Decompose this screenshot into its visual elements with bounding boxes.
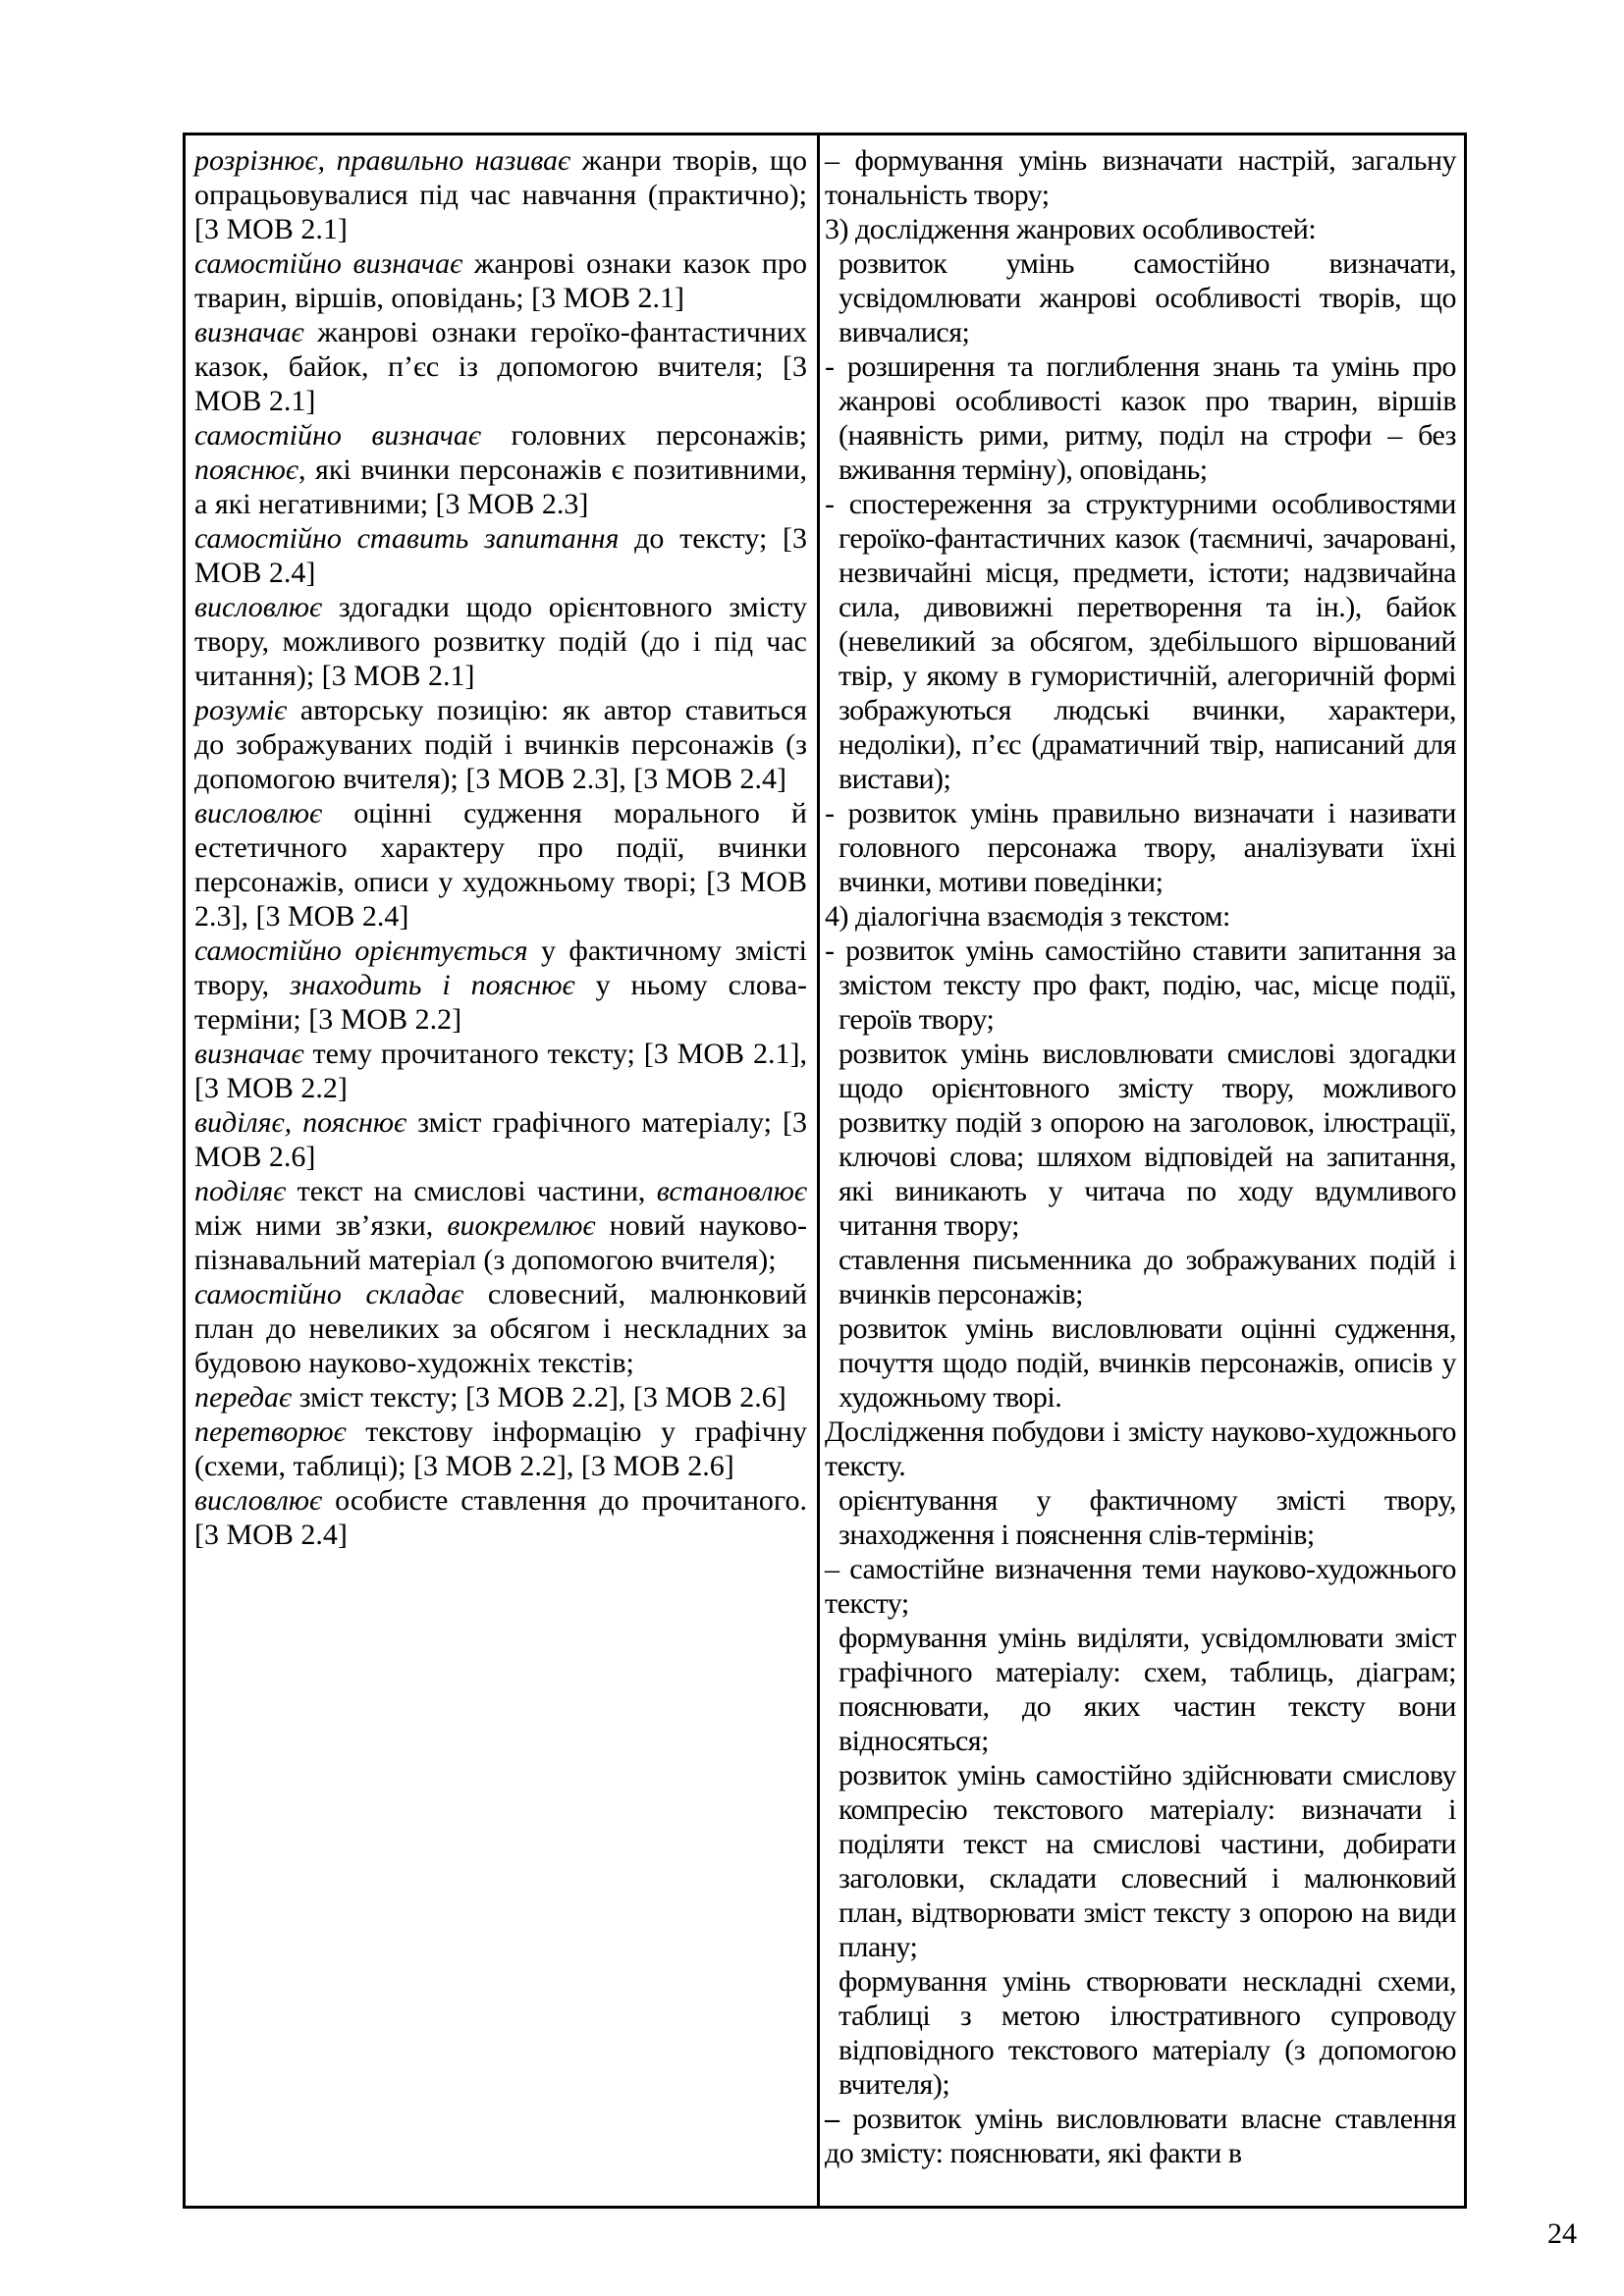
text-run: текстову інформацію у графічну (схеми, таблиці); [3 МОВ 2.2], [3 МОВ 2.6] — [194, 1415, 807, 1482]
italic-run: встановлює — [656, 1175, 807, 1207]
italic-run: визначає — [194, 316, 304, 348]
text-run: словесний, малюнковий план до невеликих за обсягом і нескладних за будовою науково-художніх текстів; — [194, 1278, 807, 1379]
italic-run: висловлює — [194, 797, 323, 829]
paragraph — [194, 143, 807, 246]
text-run: зміст графічного матеріалу; [3 МОВ 2.6] — [194, 1106, 808, 1173]
paragraph — [825, 143, 1456, 212]
paragraph — [194, 590, 807, 693]
italic-run: самостійно визначає — [194, 419, 481, 452]
text-run: у ньому слова-терміни; [3 МОВ 2.2] — [194, 969, 808, 1036]
text-run: орієнтування у фактичному змісті твору, знаходження і пояснення слів-термінів; — [839, 1484, 1456, 1551]
text-run: особисте ставлення до прочитаного. [3 МОВ 2.4] — [194, 1484, 807, 1551]
italic-run: виділяє, пояснює — [194, 1106, 407, 1139]
table-column-right — [820, 135, 1464, 2206]
text-run: здогадки щодо орієнтовного змісту твору, можливого розвитку подій (до і під час читання); [3 МОВ 2.1] — [194, 591, 807, 692]
text-run: розвиток умінь самостійно визначати, усвідомлювати жанрові особливості творів, що вивчалися; — [839, 247, 1456, 348]
text-run: ставлення письменника до зображуваних подій і вчинків персонажів; — [839, 1244, 1456, 1310]
paragraph — [825, 1483, 1456, 1552]
text-run: - спостереження за структурними особливостями героїко-фантастичних казок (таємничі, зачаровані, незвичайні місця, предмети, істоти; надзвичайна сила, дивовижні перетворення та ін.), байок (невеликий за обсягом, здебільшого віршований твір, у якому в гумористичній, алегоричній формі зображуються людські вчинки, характери, недоліки), п’єс (драматичний твір, написаний для вистави); — [825, 488, 1456, 795]
italic-run: перетворює — [194, 1415, 347, 1448]
text-run: зміст тексту; [3 МОВ 2.2], [3 МОВ 2.6] — [292, 1381, 786, 1414]
text-run: тему прочитаного тексту; [3 МОВ 2.1], [3 МОВ 2.2] — [194, 1038, 807, 1104]
text-run: жанрові ознаки казок про тварин, віршів, оповідань; [3 МОВ 2.1] — [194, 247, 807, 314]
italic-run: висловлює — [194, 1484, 323, 1517]
text-run: формування умінь виділяти, усвідомлювати зміст графічного матеріалу: схем, таблиць, діаграм; пояснювати, до яких частин тексту вони відносяться; — [839, 1622, 1456, 1757]
italic-run: поділяє — [194, 1175, 287, 1207]
text-run: Дослідження побудови і змісту науково-художнього тексту. — [825, 1415, 1456, 1482]
table-column-left — [186, 135, 820, 2206]
text-run: текст на смислові частини, — [286, 1175, 657, 1207]
italic-run: розуміє — [194, 694, 288, 726]
paragraph — [825, 2102, 1456, 2170]
text-run: жанрові ознаки героїко-фантастичних казок, байок, п’єс із допомогою вчителя; [3 МОВ 2.1] — [194, 316, 807, 417]
italic-run: самостійно визначає — [194, 247, 463, 280]
text-run: жанри творів, що опрацьовувалися під час навчання (практично); [3 МОВ 2.1] — [194, 144, 807, 245]
italic-run: самостійно складає — [194, 1278, 464, 1310]
text-run: – формування умінь визначати настрій, загальну тональність твору; — [825, 144, 1456, 211]
italic-run: самостійно ставить запитання — [194, 522, 620, 555]
paragraph — [825, 1621, 1456, 1758]
paragraph — [194, 693, 807, 796]
paragraph — [194, 1277, 807, 1380]
page-number: 24 — [1547, 2217, 1577, 2250]
text-run: між ними зв’язки, — [194, 1209, 448, 1242]
text-run: новий науково-пізнавальний матеріал (з допомогою вчителя); — [194, 1209, 807, 1276]
paragraph — [825, 1964, 1456, 2102]
text-run: – самостійне визначення теми науково-художнього тексту; — [825, 1553, 1456, 1620]
italic-run: передає — [194, 1381, 293, 1414]
text-run: - розширення та поглиблення знань та умінь про жанрові особливості казок про тварин, віршів (наявність рими, ритму, поділ на строфи – без вживання терміну), оповідань; — [825, 350, 1456, 486]
text-run: - розвиток умінь правильно визначати і називати головного персонажа твору, аналізувати їхні вчинки, мотиви поведінки; — [825, 797, 1456, 898]
text-run: розвиток умінь висловлювати оцінні судження, почуття щодо подій, вчинків персонажів, описів у художньому творі. — [839, 1312, 1456, 1414]
italic-run: виокремлює — [447, 1209, 596, 1242]
text-run: формування умінь створювати нескладні схеми, таблиці з метою ілюстративного супроводу відповідного текстового матеріалу (з допомогою вчителя); — [839, 1965, 1456, 2101]
paragraph — [194, 1380, 807, 1415]
text-run: головних персонажів; — [480, 419, 807, 452]
text-run: 3) дослідження жанрових особливостей: — [825, 213, 1317, 245]
paragraph — [825, 899, 1456, 934]
paragraph — [825, 349, 1456, 487]
italic-run: самостійно орієнтується — [194, 934, 528, 967]
paragraph — [825, 487, 1456, 796]
text-run: розвиток умінь висловлювати власне ставлення до змісту: пояснювати, які факти в — [825, 2103, 1456, 2169]
text-run: оцінні судження морального й естетичного характеру про події, вчинки персонажів, описи у художньому творі; [3 МОВ 2.3], [3 МОВ 2.4] — [194, 797, 807, 933]
paragraph — [825, 1243, 1456, 1311]
paragraph — [194, 1415, 807, 1483]
paragraph — [194, 1483, 807, 1552]
italic-run: визначає — [194, 1038, 304, 1070]
text-run: розвиток умінь самостійно здійснювати смислову компресію текстового матеріалу: визначати і поділяти текст на смислові частини, добирати заголовки, складати словесний і малюнковий план, відтворювати зміст тексту з опорою на види плану; — [839, 1759, 1456, 1963]
paragraph — [825, 1552, 1456, 1621]
paragraph — [194, 934, 807, 1037]
text-run: , які вчинки персонажів є позитивними, а які негативними; [3 МОВ 2.3] — [194, 454, 807, 520]
paragraph — [194, 246, 807, 315]
paragraph — [825, 1311, 1456, 1415]
paragraph — [194, 521, 807, 590]
paragraph — [194, 1174, 807, 1277]
content-table — [183, 133, 1467, 2209]
paragraph — [194, 1105, 807, 1174]
paragraph — [194, 315, 807, 418]
paragraph — [825, 1758, 1456, 1964]
text-run: у фактичному змісті твору, — [194, 934, 807, 1001]
paragraph — [194, 796, 807, 934]
paragraph — [825, 934, 1456, 1037]
text-run: авторську позицію: як автор ставиться до зображуваних подій і вчинків персонажів (з допомогою вчителя); [3 МОВ 2.3], [3 МОВ 2.4] — [194, 694, 807, 795]
italic-run: розрізнює, правильно називає — [194, 144, 571, 177]
paragraph — [825, 1037, 1456, 1243]
italic-run: висловлює — [194, 591, 323, 623]
paragraph — [825, 212, 1456, 246]
text-run: – — [825, 2103, 853, 2135]
paragraph — [825, 246, 1456, 349]
italic-run: пояснює — [194, 454, 298, 486]
text-run: до тексту; [3 МОВ 2.4] — [194, 522, 807, 589]
paragraph — [194, 1037, 807, 1105]
paragraph — [825, 796, 1456, 899]
paragraph — [194, 418, 807, 521]
paragraph — [825, 1415, 1456, 1483]
text-run: - розвиток умінь самостійно ставити запитання за змістом тексту про факт, подію, час, місце події, героїв твору; — [825, 934, 1456, 1036]
italic-run: знаходить і пояснює — [290, 969, 575, 1001]
text-run: 4) діалогічна взаємодія з текстом: — [825, 900, 1230, 933]
text-run: розвиток умінь висловлювати смислові здогадки щодо орієнтовного змісту твору, можливого розвитку подій з опорою на заголовок, ілюстрації, ключові слова; шляхом відповідей на запитання, які виникають у читача по ходу вдумливого читання твору; — [839, 1038, 1456, 1242]
